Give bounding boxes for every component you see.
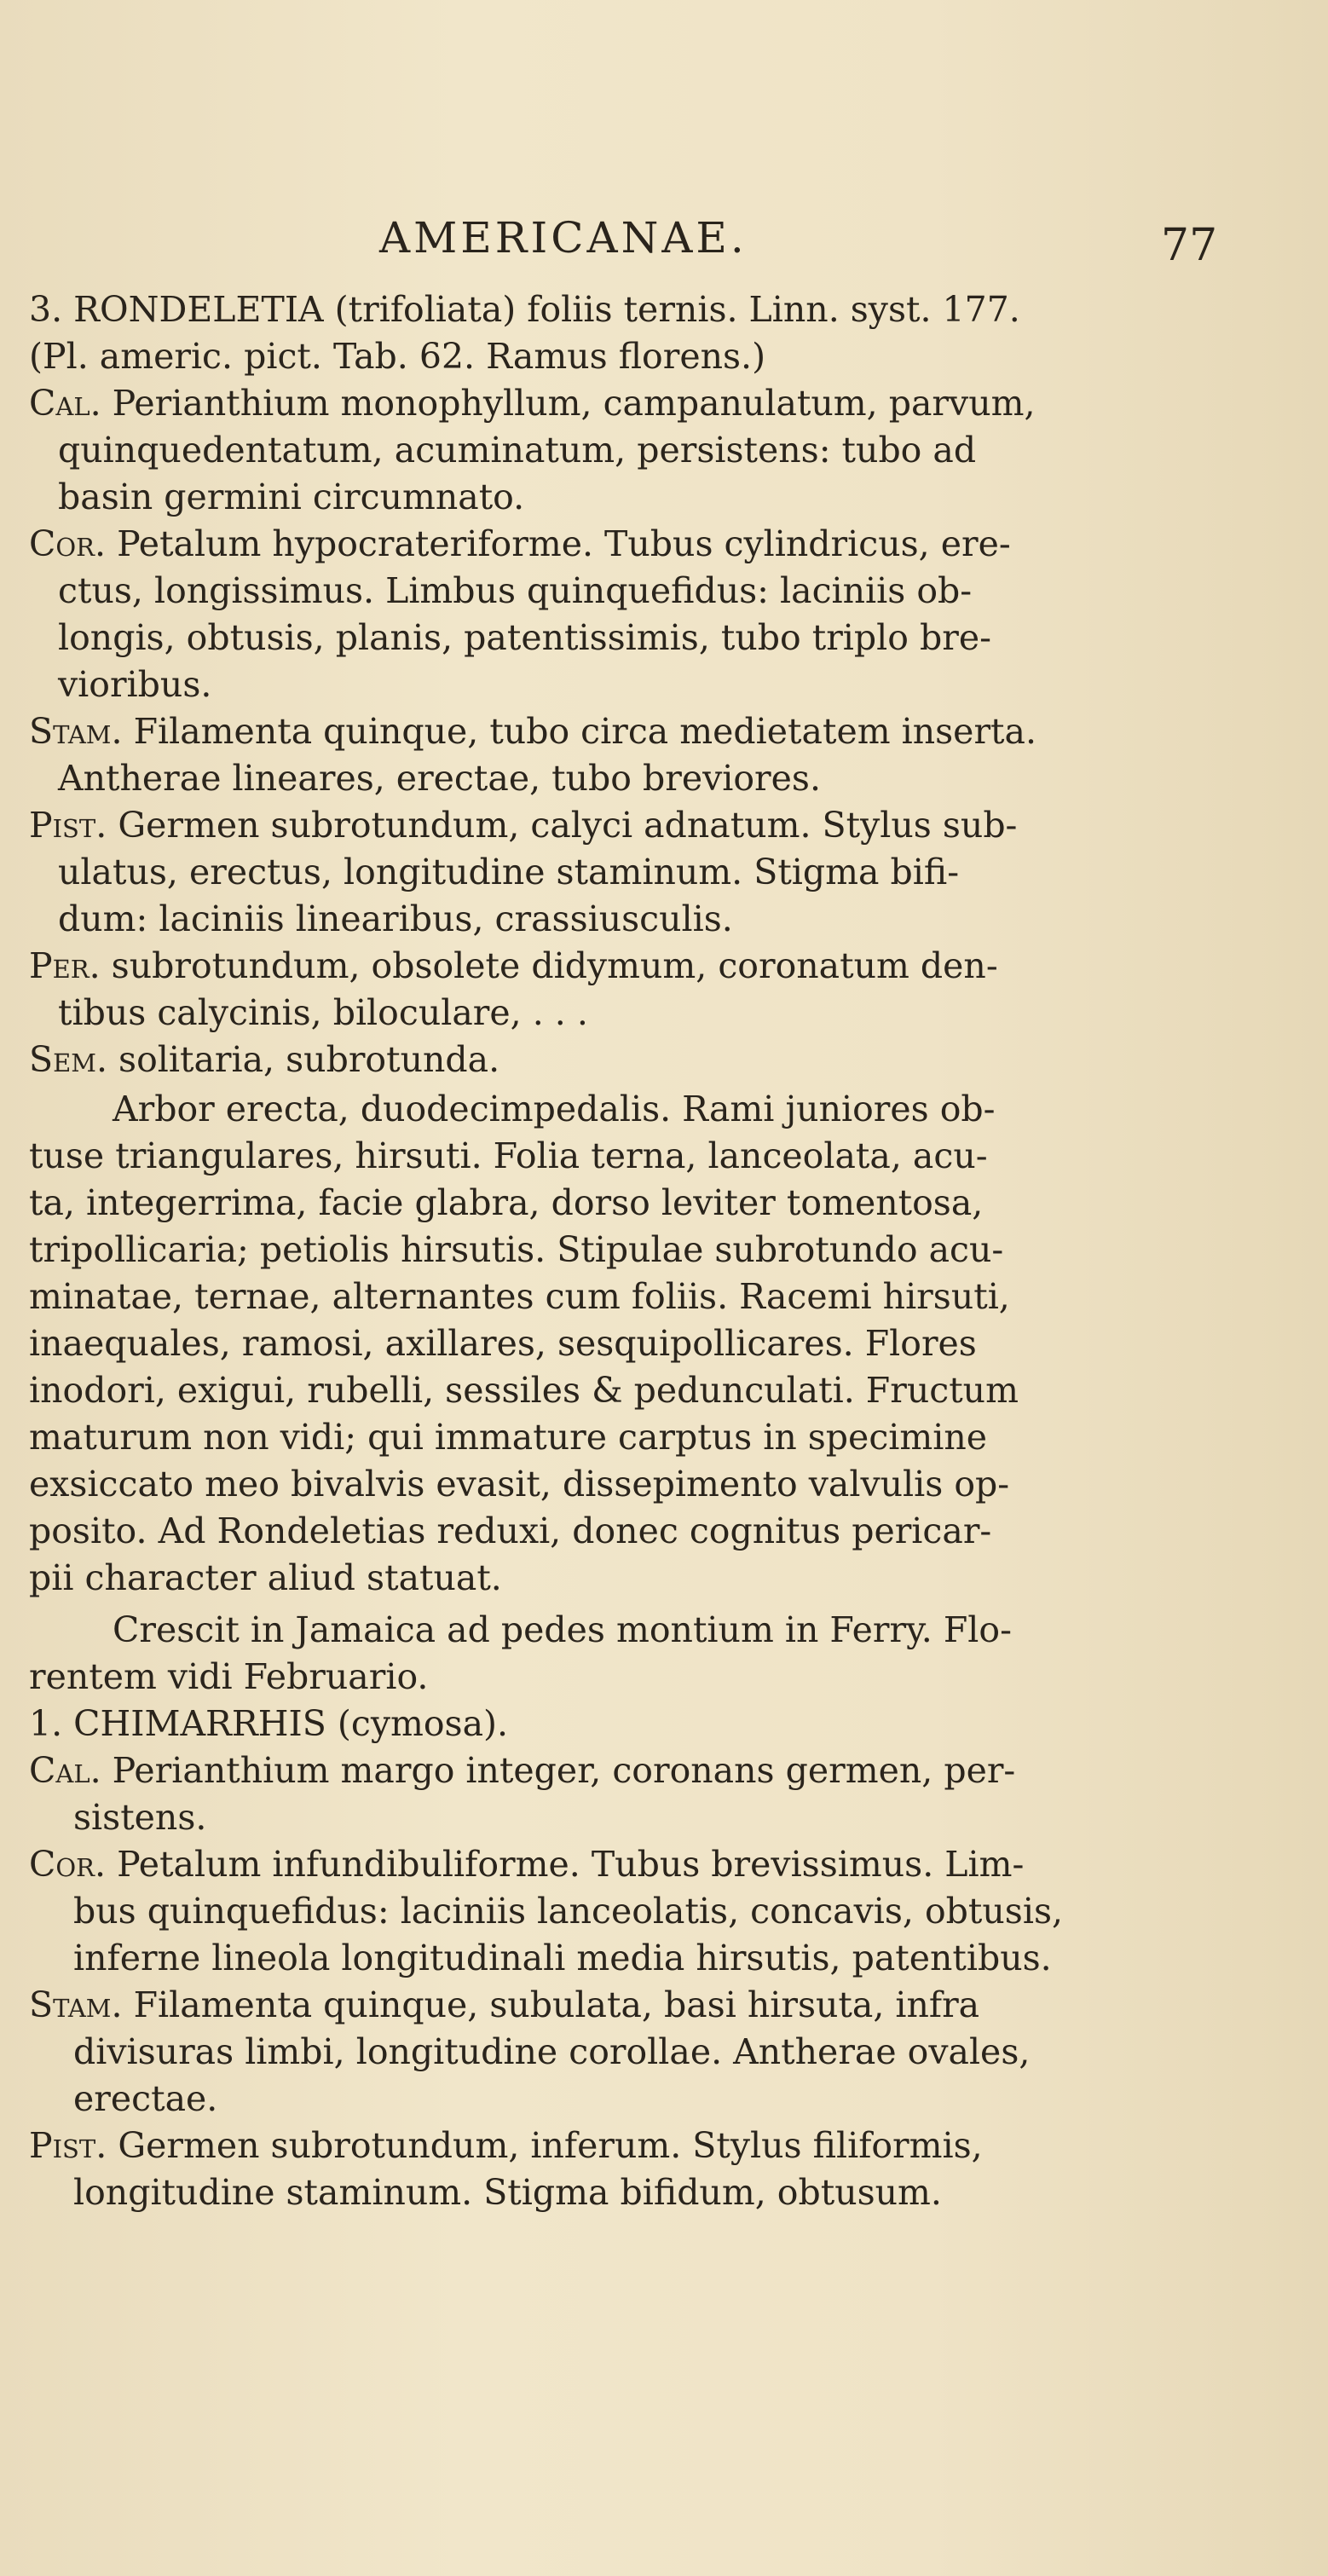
- text-line: tibus calycinis, biloculare, . . .: [58, 992, 588, 1033]
- text-line: dum: laciniis linearibus, crassiusculis.: [58, 898, 733, 939]
- cor-text: Petalum hypocrateriforme. Tubus cylindricus, ere-: [117, 523, 1011, 564]
- rondeletia-reference: (Pl. americ. pict. Tab. 62. Ramus florens.): [29, 336, 766, 377]
- chimarrhis-heading: 1. CHIMARRHIS (cymosa).: [29, 1703, 509, 1744]
- pist-label: Pist.: [29, 805, 107, 846]
- description-line: inodori, exigui, rubelli, sessiles & pedunculati. Fructum: [29, 1370, 1019, 1411]
- description-line: inaequales, ramosi, axillares, sesquipollicares. Flores: [29, 1323, 977, 1364]
- rondeletia-cal: [29, 381, 1036, 425]
- rondeletia-per: [29, 944, 998, 988]
- text-line: erectae.: [73, 2078, 218, 2119]
- description-line: tuse triangulares, hirsuti. Folia terna, lanceolata, acu-: [29, 1135, 988, 1176]
- cal-label: Cal.: [29, 1750, 101, 1791]
- rondeletia-heading: 3. RONDELETIA (trifoliata) foliis ternis. Linn. syst. 177.: [29, 289, 1020, 330]
- text-line: quinquedentatum, acuminatum, persistens: tubo ad: [58, 430, 977, 471]
- habitat-line: Crescit in Jamaica ad pedes montium in Ferry. Flo-: [113, 1609, 1012, 1650]
- chimarrhis-stam: [29, 1983, 979, 2027]
- habitat-line: rentem vidi Februario.: [29, 1656, 429, 1697]
- text-line: basin germini circumnato.: [58, 477, 525, 517]
- page-number: 77: [1161, 220, 1218, 271]
- description-line: minatae, ternae, alternantes cum foliis. Racemi hirsuti,: [29, 1276, 1010, 1317]
- cor-label: Cor.: [29, 523, 107, 564]
- stam-label: Stam.: [29, 1984, 123, 2025]
- description-line: tripollicaria; petiolis hirsutis. Stipulae subrotundo acu-: [29, 1229, 1004, 1270]
- text-line: bus quinquefidus: laciniis lanceolatis, concavis, obtusis,: [73, 1891, 1064, 1932]
- text-line: inferne lineola longitudinali media hirsutis, patentibus.: [73, 1938, 1052, 1978]
- text-line: longitudine staminum. Stigma bifidum, obtusum.: [73, 2172, 942, 2213]
- text-line: sistens.: [73, 1797, 207, 1838]
- cal-label: Cal.: [29, 383, 101, 424]
- rondeletia-pist: [29, 803, 1017, 847]
- chimarrhis-cor: [29, 1842, 1024, 1886]
- description-line: Arbor erecta, duodecimpedalis. Rami juniores ob-: [113, 1089, 996, 1129]
- stam-text: Filamenta quinque, subulata, basi hirsuta, infra: [133, 1984, 980, 2025]
- description-line: ta, integerrima, facie glabra, dorso leviter tomentosa,: [29, 1182, 984, 1223]
- sem-label: Sem.: [29, 1039, 107, 1080]
- rondeletia-stam: [29, 709, 1036, 754]
- description-line: exsiccato meo bivalvis evasit, dissepimento valvulis op-: [29, 1464, 1010, 1505]
- per-text: subrotundum, obsolete didymum, coronatum den-: [111, 945, 998, 986]
- description-line: posito. Ad Rondeletias reduxi, donec cognitus pericar-: [29, 1510, 992, 1551]
- text-line: Antherae lineares, erectae, tubo breviores.: [58, 758, 821, 799]
- pist-text: Germen subrotundum, calyci adnatum. Stylus sub-: [118, 805, 1018, 846]
- text-line: divisuras limbi, longitudine corollae. Antherae ovales,: [73, 2031, 1031, 2072]
- stam-text: Filamenta quinque, tubo circa medietatem inserta.: [133, 711, 1036, 752]
- description-line: maturum non vidi; qui immature carptus in specimine: [29, 1417, 988, 1458]
- text-line: ctus, longissimus. Limbus quinquefidus: laciniis ob-: [58, 570, 973, 611]
- pist-text: Germen subrotundum, inferum. Stylus filiformis,: [118, 2125, 983, 2166]
- per-label: Per.: [29, 945, 101, 986]
- rondeletia-cor: [29, 522, 1011, 566]
- cor-label: Cor.: [29, 1844, 107, 1885]
- sem-text: solitaria, subrotunda.: [118, 1039, 500, 1080]
- cor-text: Petalum infundibuliforme. Tubus brevissimus. Lim-: [117, 1844, 1025, 1885]
- stam-label: Stam.: [29, 711, 123, 752]
- running-head: AMERICANAE.: [379, 213, 748, 263]
- text-line: longis, obtusis, planis, patentissimis, tubo triplo bre-: [58, 617, 991, 658]
- cal-text: Perianthium margo integer, coronans germen, per-: [112, 1750, 1016, 1791]
- text-line: vioribus.: [58, 664, 212, 705]
- text-line: ulatus, erectus, longitudine staminum. Stigma bifi-: [58, 852, 960, 892]
- rondeletia-sem: [29, 1037, 499, 1082]
- description-line: pii character aliud statuat.: [29, 1557, 502, 1598]
- pist-label: Pist.: [29, 2125, 107, 2166]
- chimarrhis-cal: [29, 1748, 1015, 1793]
- chimarrhis-pist: [29, 2123, 983, 2168]
- cal-text: Perianthium monophyllum, campanulatum, parvum,: [112, 383, 1036, 424]
